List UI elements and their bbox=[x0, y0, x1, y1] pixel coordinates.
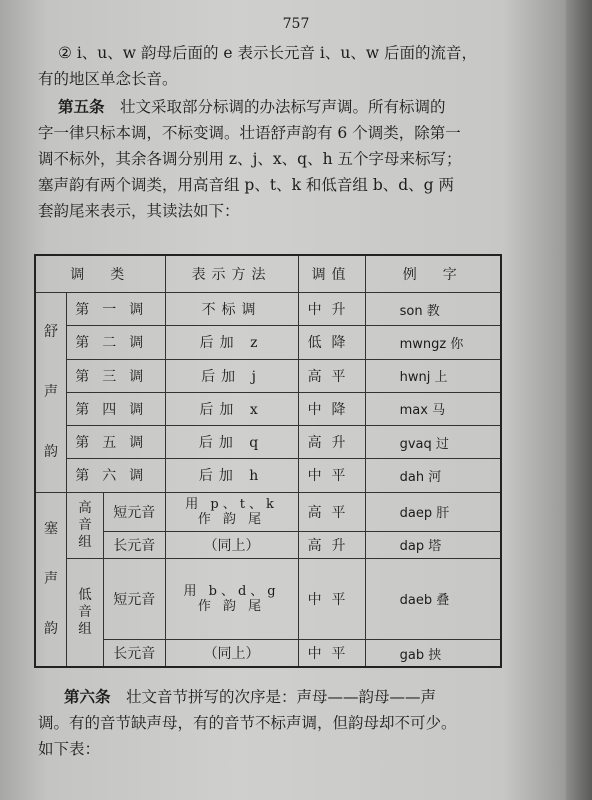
article-6-heading: 第六条 bbox=[64, 687, 111, 706]
tone-value: 中降 bbox=[298, 392, 365, 425]
tone-value: 高平 bbox=[298, 359, 365, 392]
table-row bbox=[35, 492, 501, 531]
tone-example: dap 塔 bbox=[365, 531, 501, 558]
article-5-line: 调不标外，其余各调分别用 z、j、x、q、h 五个字母来标写； bbox=[38, 150, 462, 168]
tone-method: （同上） bbox=[165, 640, 298, 667]
header-tone-value: 调值 bbox=[298, 255, 365, 293]
article-5-line: 套韵尾来表示，其读法如下： bbox=[38, 202, 240, 220]
vowel-length: 短元音 bbox=[104, 558, 166, 639]
tone-value: 中平 bbox=[298, 459, 365, 492]
table-row bbox=[35, 392, 501, 425]
intro-line: 有的地区单念长音。 bbox=[38, 70, 178, 88]
tone-example: dah 河 bbox=[365, 459, 501, 492]
tone-example: gab 挟 bbox=[365, 640, 501, 667]
article-6-line: 壮文音节拼写的次序是：声母——韵母——声 bbox=[126, 688, 437, 706]
tone-name: 第二调 bbox=[67, 326, 166, 359]
vowel-length: 短元音 bbox=[104, 492, 166, 531]
table-row bbox=[35, 293, 501, 326]
table-row bbox=[35, 558, 501, 639]
header-example: 例 字 bbox=[365, 255, 501, 293]
tone-example: gvaq 过 bbox=[365, 426, 501, 459]
tone-name: 第六调 bbox=[67, 459, 166, 492]
header-method: 表示方法 bbox=[165, 255, 298, 293]
high-pitch-group-label: 高 音 组 bbox=[67, 492, 104, 558]
article-5-heading: 第五条 bbox=[58, 97, 105, 116]
tone-name: 第一调 bbox=[67, 293, 166, 326]
vowel-length: 长元音 bbox=[104, 531, 166, 558]
article-5-line: 塞声韵有两个调类，用高音组 p、t、k 和低音组 b、d、g 两 bbox=[38, 176, 455, 194]
vowel-length: 长元音 bbox=[104, 640, 166, 667]
article-5-line: 壮文采取部分标调的办法标写声调。所有标调的 bbox=[120, 98, 446, 116]
tone-example: max 马 bbox=[365, 392, 501, 425]
article-6 bbox=[38, 684, 457, 762]
article-6-line: 如下表： bbox=[38, 740, 101, 758]
intro-line: ② i、u、w 韵母后面的 e 表示长元音 i、u、w 后面的流音， bbox=[58, 44, 478, 62]
tone-example: son 教 bbox=[365, 293, 501, 326]
tone-value: 低降 bbox=[298, 326, 365, 359]
table-row bbox=[35, 426, 501, 459]
intro-paragraph bbox=[38, 40, 478, 92]
tone-table bbox=[34, 254, 502, 668]
tone-method: （同上） bbox=[165, 531, 298, 558]
tone-name: 第三调 bbox=[67, 359, 166, 392]
article-5 bbox=[38, 94, 461, 224]
sai-sheng-yun-label: 塞 声 韵 bbox=[35, 492, 67, 667]
tone-method: 不标调 bbox=[165, 293, 298, 326]
tone-value: 高平 bbox=[298, 492, 365, 531]
shu-sheng-yun-label: 舒 声 韵 bbox=[35, 293, 67, 493]
low-pitch-group-label: 低 音 组 bbox=[67, 558, 104, 667]
tone-method: 用 b、d、g 作 韵 尾 bbox=[165, 558, 298, 639]
page-number: 757 bbox=[282, 16, 310, 32]
table-row bbox=[35, 326, 501, 359]
header-tone-category: 调 类 bbox=[35, 255, 165, 293]
book-spine-shadow bbox=[566, 0, 592, 800]
tone-example: daeb 叠 bbox=[365, 558, 501, 639]
tone-method: 后加 q bbox=[165, 426, 298, 459]
tone-value: 中升 bbox=[298, 293, 365, 326]
tone-value: 高升 bbox=[298, 426, 365, 459]
table-row bbox=[35, 459, 501, 492]
article-6-line: 调。有的音节缺声母，有的音节不标声调，但韵母却不可少。 bbox=[38, 714, 457, 732]
table-header-row bbox=[35, 255, 501, 293]
table-row bbox=[35, 359, 501, 392]
tone-method: 后加 x bbox=[165, 392, 298, 425]
table-row bbox=[35, 640, 501, 667]
tone-value: 中平 bbox=[298, 558, 365, 639]
tone-example: daep 肝 bbox=[365, 492, 501, 531]
tone-method: 后加 z bbox=[165, 326, 298, 359]
tone-method: 后加 h bbox=[165, 459, 298, 492]
tone-name: 第四调 bbox=[67, 392, 166, 425]
tone-value: 高升 bbox=[298, 531, 365, 558]
tone-method: 用 p、t、k 作 韵 尾 bbox=[165, 492, 298, 531]
tone-value: 中平 bbox=[298, 640, 365, 667]
table-row bbox=[35, 531, 501, 558]
tone-name: 第五调 bbox=[67, 426, 166, 459]
tone-example: hwnj 上 bbox=[365, 359, 501, 392]
tone-method: 后加 j bbox=[165, 359, 298, 392]
tone-example: mwngz 你 bbox=[365, 326, 501, 359]
article-5-line: 字一律只标本调，不标变调。壮语舒声韵有 6 个调类，除第一 bbox=[38, 124, 461, 142]
